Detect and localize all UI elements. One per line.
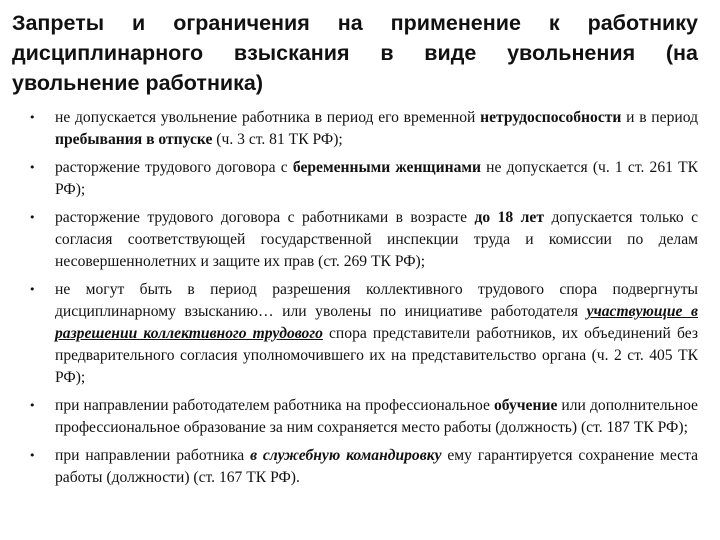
item-text-run: в служебную командировку xyxy=(250,447,442,464)
item-text-run: или дополнительное профессиональное образование за ним сохраняется место работы (должность) (ст. 187 ТК РФ); xyxy=(55,397,698,436)
list-item xyxy=(12,207,698,273)
item-text-run: пребывания в отпуске xyxy=(55,131,213,148)
slide-title: Запреты и ограничения на применение к работнику дисциплинарного взыскания в виде увольнения (на увольнение работника) xyxy=(12,11,698,95)
item-text-run: не могут быть в период разрешения коллективного трудового спора подвергнуты дисциплинарному взысканию… или уволены по инициативе работодателя xyxy=(55,281,698,320)
item-text-run: (ч. 3 ст. 81 ТК РФ); xyxy=(212,131,343,148)
bullet-icon: • xyxy=(29,283,36,296)
list-item xyxy=(12,395,698,439)
bullet-icon: • xyxy=(29,211,36,224)
item-text-run: при направлении работника xyxy=(55,447,251,464)
bullet-icon: • xyxy=(29,161,36,174)
item-text-run: ему гарантируется сохранение места работы (должности) (ст. 167 ТК РФ). xyxy=(55,447,698,486)
item-text-run: не допускается (ч. 1 ст. 261 ТК РФ); xyxy=(55,159,699,198)
list-item xyxy=(12,157,698,201)
item-text-run: допускается только с согласия соответствующей государственной инспекции труда и комиссии по делам несовершеннолетних и защите их прав (ст. 269 ТК РФ); xyxy=(55,209,699,270)
item-text-run: расторжение трудового договора с работниками в возрасте xyxy=(55,209,475,226)
bullet-icon: • xyxy=(29,111,36,124)
list-item xyxy=(12,107,698,151)
list-item xyxy=(12,279,698,389)
item-text-run: спора представители работников, их объединений без предварительного согласия уполномочившего их на представительство органа (ч. 2 ст. 405 ТК РФ); xyxy=(55,325,698,386)
item-text-run: не допускается увольнение работника в период его временной xyxy=(55,109,481,126)
item-text-run: беременными женщинами xyxy=(292,159,481,176)
item-text-run: нетрудоспособности xyxy=(480,109,622,126)
item-text-run: обучение xyxy=(493,397,558,414)
item-text-run: при направлении работодателем работника на профессиональное xyxy=(55,397,494,414)
bullet-icon: • xyxy=(29,449,36,462)
item-text-run: участвующие в разрешении коллективного трудового xyxy=(55,303,698,342)
item-text-run: и в период xyxy=(621,109,699,126)
bullet-icon: • xyxy=(29,399,36,412)
bullet-list xyxy=(12,107,698,489)
item-text-run: до 18 лет xyxy=(474,209,544,226)
list-item xyxy=(12,445,698,489)
item-text-run: расторжение трудового договора с xyxy=(55,159,293,176)
